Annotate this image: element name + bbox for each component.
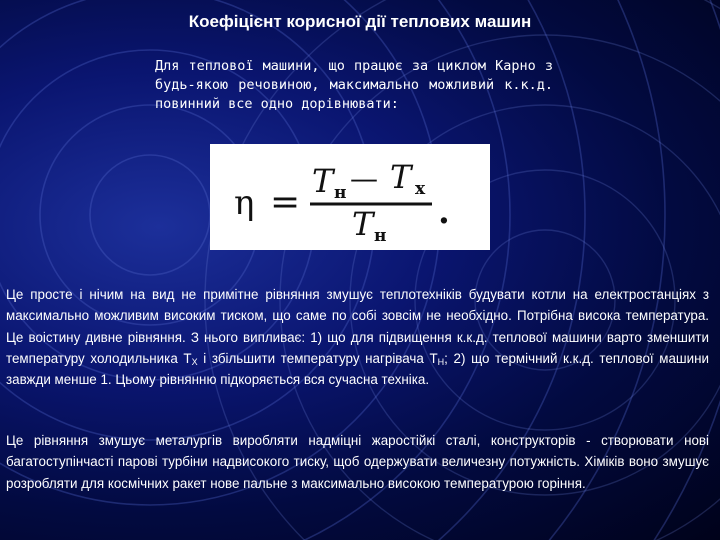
efficiency-formula	[210, 144, 490, 250]
formula-t-den: T	[352, 205, 374, 243]
formula-t-den-sub: н	[374, 226, 387, 246]
subscript-cold: Х	[191, 356, 198, 367]
formula-eta: η	[234, 183, 255, 223]
formula-image	[210, 144, 490, 250]
paragraph-1-text-a: Це просте і нічим на вид не примітне рівняння змушує теплотехніків будувати котли на електростанціях з максимально можливим високим тиском, що саме по собі зовсім не необхідно. Потрібна висока температура. Це воістину дивне рівняння. З нього випливає: 1) що для підвищення к.к.д. теплової машини варто зменшити температуру холодильника Т	[6, 287, 709, 366]
paragraph-2: Це рівняння змушує металургів виробляти надміцні жаростійкі сталі, конструкторів - створювати нові багатоступінчасті парові турбіни надвисокого тиску, щоб одержувати величезну потужність. Хіміків воно змушує розробляти для космічних ракет нове пальне з максимально високою температурою горіння.	[6, 433, 709, 491]
formula-t-hot-sub: н	[334, 183, 347, 203]
intro-text: Для теплової машини, що працює за циклом Карно з будь-якою речовиною, максимально можливий к.к.д. повинний все одно дорівнювати:	[155, 58, 553, 112]
formula-equals: =	[270, 182, 301, 223]
subscript-hot: Н	[437, 356, 445, 367]
formula-minus: —	[350, 162, 378, 195]
formula-period: .	[438, 192, 450, 232]
paragraph-1-text-b: і збільшити температуру нагрівача Т	[197, 350, 438, 366]
formula-t-cold: T	[390, 158, 412, 196]
formula-t-hot: T	[312, 162, 334, 200]
slide-title: Коефіцієнт корисної дії теплових машин	[188, 12, 532, 31]
paragraph-1-text-c: ; 2) що термічний к.к.д. теплової машини завжди менше 1. Цьому рівнянню підкоряється вся сучасна техніка.	[6, 350, 709, 388]
paragraph-1	[6, 284, 709, 390]
formula-t-cold-sub: х	[415, 179, 426, 199]
